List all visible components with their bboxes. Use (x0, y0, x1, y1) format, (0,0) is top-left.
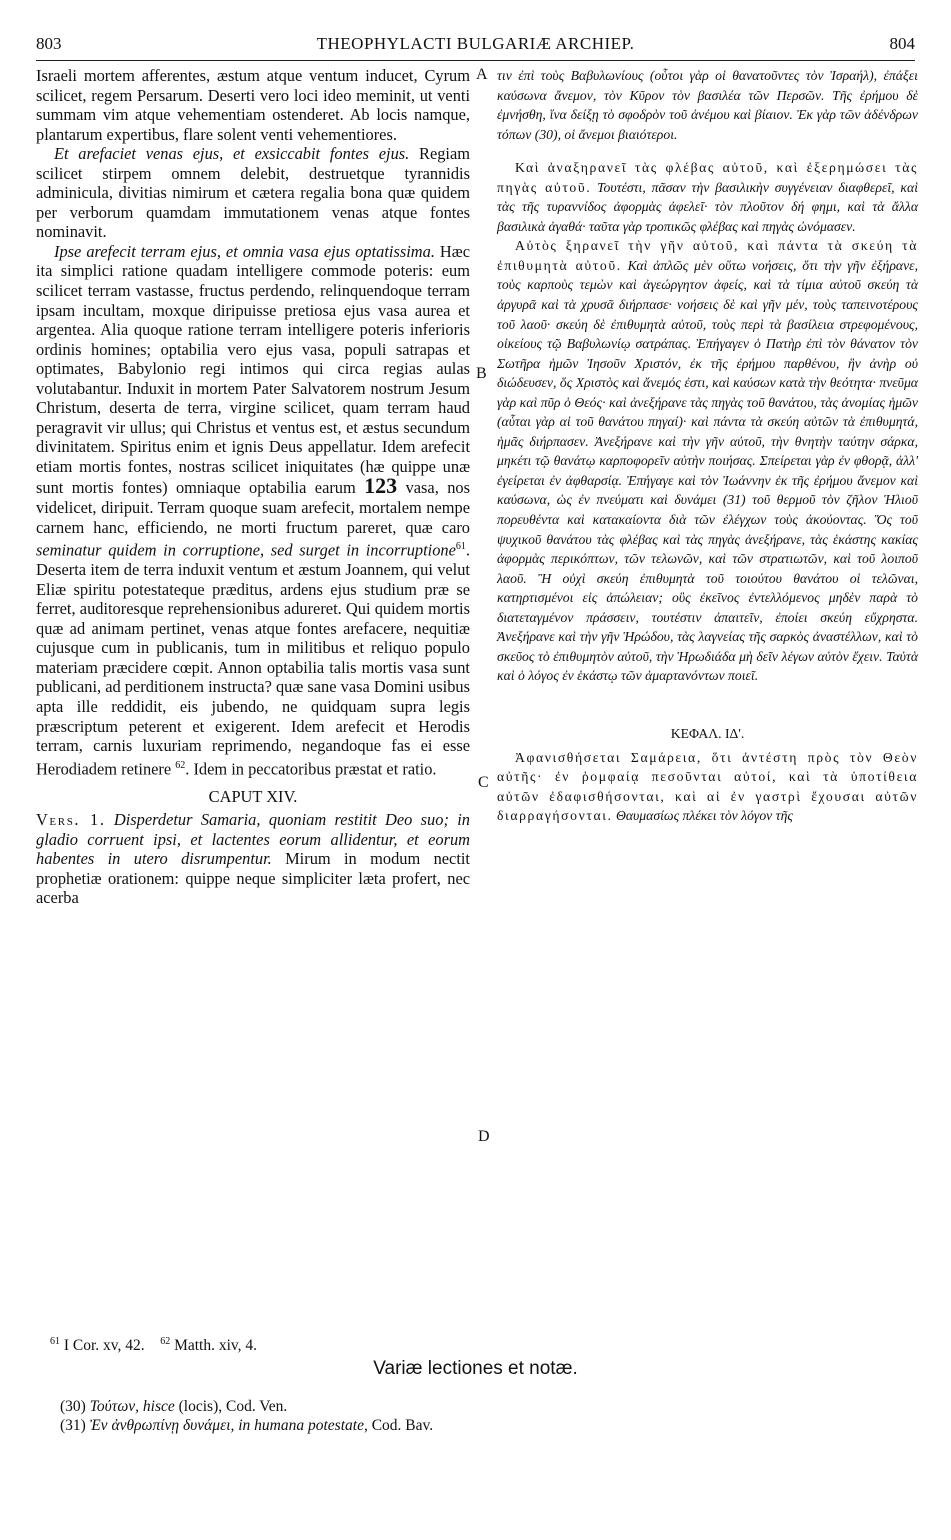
running-header (36, 34, 915, 56)
verse-label: Vers. 1. (36, 810, 106, 830)
footnote-61-text: I Cor. xv, 42. (60, 1337, 145, 1355)
variant-31-number: (31) (60, 1417, 86, 1434)
variant-30-source: (locis), Cod. Ven. (174, 1398, 288, 1415)
footnote-62-number: 62 (160, 1336, 171, 1347)
verse-lemma: Disperdetur Samaria, quoniam restitit Deo suo; in gladio corruent ipsi, et lactentes eorum allidentur, et eorum habentes in utero disrumpentur. (36, 810, 470, 869)
greek-lemma-3: Αὐτὸς ξηρανεῖ τὴν γῆν αὐτοῦ, καὶ πάντα τὰ σκεύη τὰ ἐπιθυμητὰ αὐτοῦ. (497, 238, 918, 273)
greek-comment-2: Τουτέστι, πᾶσαν τὴν βασιλικὴν συγγένειαν διαφθερεῖ, καὶ τὰς τῆς τυραννίδος ἀφορμὰς ἀφελεῖ· τὸν πλοῦτον δή φημι, καὶ τὰ ἄλλα βασιλικὰ ἀγαθά· ταῦτα γὰρ τροπικῶς φλέβας καὶ πηγὰς ὠνόμασεν. (497, 179, 918, 234)
footnote-ref-62: 62 (175, 759, 186, 771)
latin-comment-3b: vasa, nos videlicet, diripuit. Terram quoque suam arefecit, mortalem nempe carnem hanc, efficiendo, ne morti fructum pareret, quæ caro (36, 478, 470, 537)
latin-paragraph-1: Israeli mortem afferentes, æstum atque ventum inducet, Cyrum scilicet, regem Persarum. Deserti vero loci ideo meminit, ut venti summam vim atque vehementiam ostenderet. Ab locis namque, plantarum expertibus, flare solent venti vehementiores. (36, 66, 470, 144)
variant-note-31 (60, 1417, 433, 1435)
running-title: THEOPHYLACTI BULGARIÆ ARCHIEP. (316, 34, 635, 53)
greek-chapter-heading: ΚΕΦΑΛ. ΙΔ'. (670, 725, 745, 741)
margin-marker-d: D (478, 1128, 490, 1145)
greek-column (497, 66, 918, 826)
greek-verse-lemma: Ἀφανισθήσεται Σαμάρεια, ὅτι ἀντέστη πρὸς τὸν Θεὸν αὐτῆς· ἐν ῥομφαίᾳ πεσοῦνται αὐτοί, καὶ τὰ ὑποτίθεια αὐτῶν ἐδαφισθήσονται, καὶ αἱ ἐν γαστρὶ ἔχουσαι αὐτῶν διαρραγήσονται. (497, 749, 918, 824)
latin-quote: seminatur quidem in corruptione, sed surget in incorruptione (36, 540, 456, 560)
greek-lemma-2: Καὶ ἀναξηρανεῖ τὰς φλέβας αὐτοῦ, καὶ ἐξερημώσει τὰς πηγὰς αὐτοῦ. (497, 160, 918, 195)
greek-paragraph-2 (497, 158, 918, 236)
footnote-62-text: Matth. xiv, 4. (170, 1337, 258, 1355)
variant-31-greek: Ἐν ἀνθρωπίνῃ δυνάμει, (85, 1417, 239, 1434)
greek-verse-paragraph (497, 748, 918, 826)
variant-30-number: (30) (60, 1398, 86, 1415)
greek-verse-comment: Θαυμασίως πλέκει τὸν λόγον τῆς (612, 808, 793, 824)
footnote-61-number: 61 (50, 1336, 60, 1347)
header-rule (36, 60, 915, 61)
margin-marker-a: A (476, 66, 488, 83)
variant-31-source: Cod. Bav. (367, 1417, 434, 1434)
variae-lectiones-title: Variæ lectiones et notæ. (373, 1358, 578, 1379)
verse-comment: Mirum in modum nectit prophetiæ orationem: quippe neque simpliciter læta profert, nec acerba (36, 849, 470, 908)
right-page-number: 804 (889, 34, 915, 53)
latin-paragraph-3 (36, 242, 470, 779)
margin-marker-b: B (476, 365, 487, 382)
left-page-number: 803 (36, 34, 62, 53)
greek-paragraph-3 (497, 236, 918, 686)
latin-paragraph-2 (36, 144, 470, 242)
latin-verse-paragraph (36, 810, 470, 908)
greek-comment-3: Καὶ ἁπλῶς μὲν οὕτω νοήσεις, ὅτι τὴν γῆν ἐξήρανε, τοὺς καρποὺς τεμὼν καὶ ἀγεώργητον ἀφείς, καὶ τὰ τίμια αὐτοῦ σκεύη τὰ ἀργυρᾶ καὶ τὰ χρυσᾶ διήρπασε· νοήσεις δὲ καὶ γῆν μέν, τοὺς ταπεινοτέρους τοῦ λαοῦ· σκεύη δὲ ἐπιθυμητὰ αὐτοῦ, τοὺς περὶ τὰ βασίλεια στρεφομένους, οἰκείους τῷ Βαβυλωνίῳ σατράπας. Ἐπήγαγεν ὁ Πατὴρ ἐπὶ τὸν θάνατον τὸν Σωτῆρα ἡμῶν Ἰησοῦν Χριστόν, ἐκ τῆς ἐρήμου παρθένου, ἣν ἀνὴρ οὐ διώδευσεν, ὅς Χριστὸς καὶ ἄνεμός ἐστι, καὶ καύσων κατὰ τὴν θεότητα· πνεῦμα γὰρ καὶ πῦρ ὁ Θεός· καὶ ἀνεξήρανε τὰς πηγὰς τοῦ θανάτου, τὰς ἀνομίας ἡμῶν (αὗται γὰρ αἱ τοῦ θανάτου πηγαί)· καὶ πάντα τὰ σκεύη αὐτῶν τὰ ἐπιθυμητά, ἡμᾶς διήρπασεν. Ἀνεξήρανε καὶ τὴν γῆν αὐτοῦ, τὴν θνητὴν ταύτην σάρκα, μηκέτι τῷ θανάτῳ καρποφορεῖν αὐτὴν ποιήσας. Σπείρεται γὰρ ἐν φθορᾷ, ἀλλ' ἐγείρεται ἐν ἀφθαρσίᾳ. Ἐπήγαγε καὶ τὸν Ἰωάννην ἐκ τῆς ἐρήμου ἄνεμον καὶ καύσωνα, ὡς ἐν πνεύματι καὶ δυνάμει (31) τοῦ θερμοῦ τὸν ζῆλον Ἡλιοῦ πορευθέντα καὶ κατακαίοντα διὰ τῶν ἐλέγχων τοὺς ἀκούοντας. Ὅς τοῦ ψυχικοῦ θανάτου τὰς φλέβας καὶ τὰς πηγὰς ἀνεξήρανε, τὰς ἑκάστης κακίας ἀφορμὰς περικόπτων, τῶν τελωνῶν, καὶ τῶν στρατιωτῶν, καὶ τοῦ λοιποῦ λαοῦ. Ἢ οὐχὶ σκεύη ἐπιθυμητὰ τοῦ τοιούτου θανάτου οἱ τελῶναι, κατηρτισμένοι εἰς ἀπώλειαν; οὓς ἐκεῖνος ἐντελλόμενος μηδὲν παρὰ τὸ διατεταγμένον πράσσειν, τουτέστιν ἀπαιτεῖν, ἐποίει σκεύη εὔχρηστα. Ἀνεξήρανε καὶ τὴν γῆν Ἡρώδου, τὰς λαγνείας τῆς σαρκὸς ἀναστέλλων, καὶ τὸ σκεῦος τὸ ἐπιθυμητὸν αὐτοῦ, τὴν Ἡρωδιάδα μὴ δεῖν λέγων αὐτὸν ἔχειν. Ταὐτὰ καὶ ὁ λόγος ἐν ἑκάστῳ τῶν ἁμαρτανόντων ποιεῖ. (497, 257, 918, 684)
variant-31-latin: in humana potestate, (238, 1417, 368, 1434)
footnotes-line (50, 1336, 257, 1355)
latin-comment-2: Regiam scilicet stirpem omnem delebit, destruetque tyrannidis adminicula, divitias nimirum et cætera regalia bona quæ quidem per verborum quamdam immutationem venas atque fontes nominavit. (36, 144, 470, 242)
variant-30-greek: Τούτων, (85, 1398, 143, 1415)
variant-note-30 (60, 1398, 287, 1416)
latin-comment-3a: Hæc ita simplici ratione quadam intelligere commode poteris: eum scilicet terram vastasse, fructus perdendo, relinquendoque terram ipsam incultam, moxque diripuisse pretiosa ejus vasa aurea et argentea. Alia quoque ratione terram intelligere poteris inferioris ordinis homines; optabilia vero ejus vasa, populi satrapas et optimates, Babylonio regi intimos qui circa regias aulas volutabantur. Induxit in mortem Pater Salvatorem nostrum Jesum Christum, deserta de terra, virgine scilicet, quam terram haud peragravit vir ullus; qui Christus et ventus est, et æstus secundum divinitatem. Spiritus enim et ignis Deus appellatur. Idem arefecit etiam mortis fontes, nostras scilicet iniquitates (hæ quippe unæ sunt mortis fontes) omniaque optabilia earum (36, 241, 470, 498)
column-number: 123 (364, 473, 398, 499)
greek-paragraph-1: τιν ἐπὶ τοὺς Βαβυλωνίους (οὗτοι γὰρ οἱ θανατοῦντες τὸν Ἰσραήλ), ἐπάξει καύσωνα ἄνεμον, τὸν Κῦρον τὸν βασιλέα τῶν Περσῶν. Τῆς ἐρήμου δὲ ἐμνήσθη, ἵνα δείξῃ τὸ σφοδρὸν τοῦ ἀνέμου καὶ βίαιον. Ἐκ γὰρ τῶν ἀδένδρων τόπων (30), οἱ ἄνεμοι βιαιότεροι. (497, 68, 918, 142)
latin-comment-3c: . Deserta item de terra induxit ventum et æstum Joannem, qui velut Eliæ spiritu potestateque præditus, ardens ejus studium præ se ferret, auditoresque reprehensionibus adureret. Qui quidem mortis quæ ad animam pertinet, venas atque fontes arefacere, nequitiæ cujusque cum in publicanis, tum in militibus et reliquo populo materiam præcidere cœpit. Annon optabilia talis mortis vasa sunt publicani, ad perditionem instructa? quæ sane vasa Domini usibus apta ille reddidit, eis jubendo, ne quidquam supra legis præscriptum peterent et exigerent. Idem arefecit et Herodis terram, carnis luxuriam reprimendo, negandoque fas ei esse Herodiadem retinere (36, 540, 470, 779)
margin-marker-c: C (478, 774, 489, 791)
latin-chapter-heading: CAPUT XIV. (208, 786, 298, 806)
latin-lemma-3: Ipse arefecit terram ejus, et omnia vasa ejus optatissima. (54, 241, 435, 261)
latin-lemma-2: Et arefaciet venas ejus, et exsiccabit fontes ejus. (54, 144, 410, 164)
variant-30-latin: hisce (142, 1398, 175, 1415)
footnote-ref-61: 61 (455, 541, 466, 553)
latin-comment-3d: . Idem in peccatoribus præstat et ratio. (185, 759, 437, 779)
latin-column (36, 66, 470, 908)
